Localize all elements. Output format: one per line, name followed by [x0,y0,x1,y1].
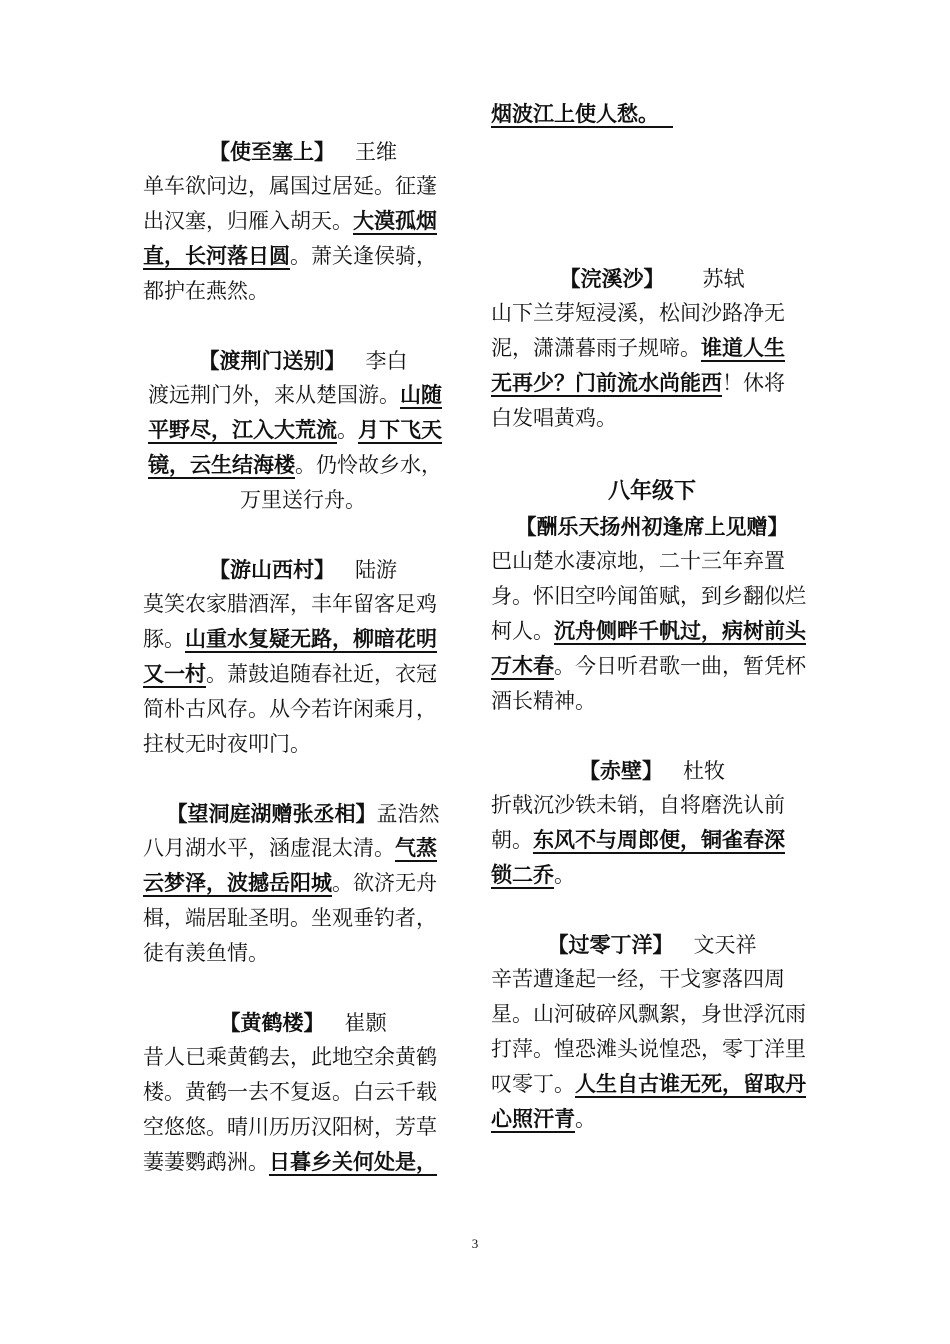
poem-text: 。 [554,863,575,887]
poem-text: 柯人。 [491,619,554,643]
poem-line: 辛苦遭逢起一经，干戈寥落四周 [491,967,785,991]
poem-line: 打萍。惶恐滩头说惶恐，零丁洋里 [491,1037,806,1061]
poem-text: 。萧关逢侯骑， [290,244,437,268]
poem-line [491,1067,813,1102]
poem-author: 杜牧 [683,759,725,783]
poem-line [143,448,463,483]
poem-text: 渡远荆门外，来从楚国游。 [148,383,400,407]
poem-line: 身。怀旧空吟闻笛赋，到乡翻似烂 [491,584,806,608]
poem-line [491,331,813,366]
poem-wangdongtinghu [143,797,463,971]
poem-youshanxicun [143,553,463,762]
poem-line: 空悠悠。晴川历历汉阳树，芳草 [143,1115,437,1139]
poem-line: 楫，端居耻圣明。坐观垂钓者， [143,906,437,930]
poem-title-line [143,797,463,831]
highlighted-verse: 东风不与周郎便，铜雀春深 [533,828,785,852]
poem-text: 。欲济无舟 [332,871,437,895]
poem-line: 白发唱黄鸡。 [491,406,617,430]
poem-guolingdingyang [491,928,813,1137]
poem-title: 【浣溪沙】 [559,267,665,291]
poem-huanghelou [143,1006,463,1180]
poem-line [491,614,813,649]
poem-text: 。萧鼓追随春社近，衣冠 [206,662,437,686]
highlighted-verse: 万木春 [491,654,554,678]
highlighted-verse: 云梦泽，波撼岳阳城 [143,871,332,895]
poem-line: 楼。黄鹤一去不复返。白云千载 [143,1080,437,1104]
poem-chouletian [491,510,813,719]
poem-line [491,858,813,893]
poem-line: 巴山楚水凄凉地，二十三年弃置 [491,549,785,573]
poem-title: 【过零丁洋】 [547,933,674,957]
poem-author: 苏轼 [702,267,745,291]
poem-text: 。 [337,418,358,442]
poem-huanxisha [491,262,813,436]
poem-author: 孟浩然 [376,802,440,826]
poem-text: 出汉塞，归雁入胡天。 [143,209,353,233]
poem-title-line [491,510,813,544]
poem-line [143,378,463,413]
highlighted-verse: 大漠孤烟 [353,209,437,233]
poem-title-line [491,754,813,788]
poem-line [143,657,463,692]
poem-author: 崔颢 [344,1011,387,1035]
poem-text: 。 [575,1107,596,1131]
poem-text: 。今日听君歌一曲，暂凭杯 [554,654,806,678]
poem-title: 【游山西村】 [209,558,335,582]
highlighted-verse: 沉舟侧畔千帆过，病树前头 [554,619,806,643]
highlighted-verse: 镜，云生结海楼 [148,453,295,477]
poem-line [491,823,813,858]
poem-line [491,366,813,401]
highlighted-verse: 山随 [400,383,442,407]
poem-author: 李白 [365,349,408,373]
page-number: 3 [471,1236,479,1251]
highlighted-verse: 人生自古谁无死，留取丹 [575,1072,806,1096]
poem-title: 【使至塞上】 [209,140,335,164]
poem-title-line [143,135,463,169]
poem-title-line [491,262,813,296]
poem-line: 单车欲问边，属国过居延。征蓬 [143,174,437,198]
highlighted-verse: 又一村 [143,662,206,686]
highlighted-verse: 无再少？门前流水尚能西 [491,371,722,395]
highlighted-verse: 直，长河落日圆 [143,244,290,268]
highlighted-verse: 谁道人生 [701,336,785,360]
highlighted-verse: 平野尽，江入大荒流 [148,418,337,442]
poem-title-line [143,1006,463,1040]
highlighted-verse: 心照汗青 [491,1107,575,1131]
poem-line: 徒有羡鱼情。 [143,941,269,965]
poem-line [143,831,463,866]
poem-title: 【望洞庭湖赠张丞相】 [166,802,377,826]
poem-text: 泥，潇潇暮雨子规啼。 [491,336,701,360]
poem-line-continued [491,97,813,132]
poem-title-line [143,553,463,587]
poem-line [143,413,463,448]
poem-text: 萋萋鹦鹉洲。 [143,1150,269,1174]
poem-line: 昔人已乘黄鹤去，此地空余黄鹤 [143,1045,437,1069]
poem-line: 拄杖无时夜叩门。 [143,732,311,756]
poem-title: 【黄鹤楼】 [219,1011,325,1035]
highlighted-verse: 日暮乡关何处是， [269,1150,437,1174]
poem-title: 【渡荆门送别】 [198,349,346,373]
poem-line: 简朴古风存。从今若许闲乘月， [143,697,437,721]
poem-shizhisaishang [143,135,463,309]
poem-line [143,622,463,657]
poem-title-line [143,344,463,378]
left-column [143,135,463,1180]
poem-title-line [491,928,813,962]
poem-line [143,866,463,901]
poem-author: 文天祥 [693,933,757,957]
poem-dujingmensongbie [143,344,463,518]
poem-line: 山下兰芽短浸溪，松间沙路净无 [491,301,785,325]
poem-text: ！休将 [722,371,785,395]
poem-text: 朝。 [491,828,533,852]
highlighted-verse: 气蒸 [395,836,437,860]
poem-text: 八月湖水平，涵虚混太清。 [143,836,395,860]
poem-title: 【酬乐天扬州初逢席上见赠】 [515,515,789,539]
poem-line [491,649,813,684]
section-title: 八年级下 [607,479,696,504]
highlighted-verse: 月下飞天 [358,418,442,442]
highlighted-verse: 山重水复疑无路，柳暗花明 [185,627,437,651]
right-column [491,97,813,1137]
poem-chibi [491,754,813,893]
poem-author: 陆游 [355,558,397,582]
poem-text: 。仍怜故乡水， [295,453,442,477]
poem-line [143,239,463,274]
poem-line: 星。山河破碎风飘絮，身世浮沉雨 [491,1002,806,1026]
poem-line [143,1145,463,1180]
poem-line: 都护在燕然。 [143,279,269,303]
poem-author: 王维 [355,140,397,164]
poem-title: 【赤壁】 [579,759,663,783]
poem-line: 万里送行舟。 [240,488,366,512]
poem-line [491,1102,813,1137]
poem-line [143,204,463,239]
highlighted-verse: 锁二乔 [491,863,554,887]
poem-line: 折戟沉沙铁未销，自将磨洗认前 [491,793,785,817]
poem-text: 叹零丁。 [491,1072,575,1096]
highlighted-verse: 烟波江上使人愁。 [491,102,673,128]
poem-line: 莫笑农家腊酒浑，丰年留客足鸡 [143,592,437,616]
poem-text: 豚。 [143,627,185,651]
poem-line: 酒长精神。 [491,689,596,713]
